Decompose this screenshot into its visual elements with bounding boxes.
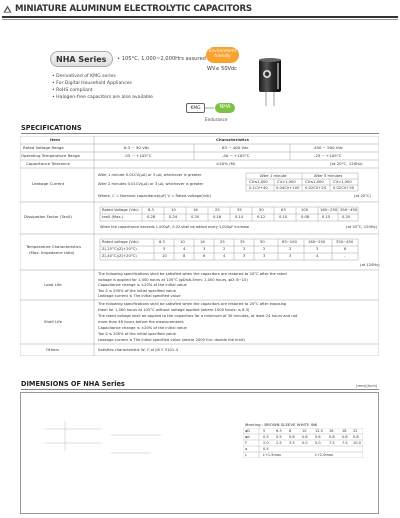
leakage-label: Leakage Current	[32, 181, 65, 186]
df-tan: 0.20	[342, 215, 351, 219]
op-temp-label: Operating Temperature Range	[21, 153, 80, 158]
tc-r2: 10	[162, 254, 167, 258]
page-title: MINIATURE ALUMINUM ELECTROLYTIC CAPACITORS	[15, 4, 252, 14]
dim-cell: α	[245, 447, 248, 452]
df-volt: 25	[215, 208, 220, 212]
tc-r2: -	[344, 254, 346, 258]
leakage-c2: CV>1,000	[277, 180, 296, 184]
dim-cell: L+1.5max	[263, 453, 282, 458]
df-tan: 0.20	[191, 215, 200, 219]
dim-cell: 0.6	[289, 435, 295, 440]
specifications-heading-rule	[21, 133, 379, 134]
tc-r2: 8	[183, 254, 186, 258]
series-banner	[50, 51, 113, 67]
dimensions-heading: DIMENSIONS OF NHA Series	[21, 380, 125, 388]
dim-cell: 7.5	[342, 441, 348, 446]
others-label: Others	[46, 347, 60, 352]
shelf-life-line-3: The rated voltage shall be applied to the capacitors for a minimum of 30 minutes, at least 24 hours and not	[98, 314, 298, 318]
environment-badge: Environment friendly	[206, 47, 239, 63]
dim-cell: 0.5	[276, 435, 282, 440]
dim-cell: 18	[342, 429, 347, 434]
leakage-r3: 0.02CV+25	[305, 186, 327, 190]
leakage-h2: After 5 minutes	[314, 174, 343, 178]
dim-cell: 0.5	[263, 447, 269, 452]
dim-cell: L	[245, 453, 247, 458]
dim-cell: 6.3	[276, 429, 282, 434]
flow-arrow-icon	[205, 107, 214, 109]
cap-tol-label: Capacitance Tolerance	[26, 161, 70, 166]
dim-cell: 2.0	[263, 441, 269, 446]
load-life-line-5: Leakage current ≤ The initial specified value	[98, 294, 181, 298]
shelf-life-line-1: The following specifications shall be satisfied when the capacitors are restored to 20°C after exposing	[98, 302, 287, 306]
df-volt: 63	[281, 208, 286, 212]
tc-r2: 4	[316, 254, 319, 258]
leakage-line-3: Where, C = Nominal capacitance(μF) V = Rated voltage(Vdc)	[98, 194, 211, 198]
tc-volt: 35	[240, 240, 245, 244]
tc-r2: 4	[223, 254, 226, 258]
series-bullet-1: • Derivatived of KMG series	[52, 74, 116, 79]
temp-row2-label: Z(-40°C)/Z(+20°C)	[102, 254, 137, 258]
rated-voltage-note: WV≤ 50Vdc	[207, 66, 237, 72]
tc-r2: 3	[289, 254, 292, 258]
tc-r1: 2	[289, 247, 292, 251]
dim-cell: 2.5	[276, 441, 282, 446]
dim-cell: 5	[263, 429, 266, 434]
dim-cell: 8	[289, 429, 292, 434]
tc-r1: 6	[344, 247, 347, 251]
tc-volt: 350~450	[336, 240, 354, 244]
col-item-header: Item	[50, 137, 61, 142]
tc-r2: 6	[203, 254, 206, 258]
leakage-r4: 0.02CV+50	[333, 186, 355, 190]
tc-r1: 2	[243, 247, 246, 251]
tc-r1: 3	[316, 247, 319, 251]
tc-r1: 4	[183, 247, 186, 251]
df-volt: 350~450	[340, 208, 358, 212]
rated-voltage-v2: 63 ~ 400 Vdc	[222, 145, 249, 150]
tc-volt: 16	[200, 240, 205, 244]
dim-cell: 0.8	[342, 435, 348, 440]
leakage-r2: 0.04CV+100	[276, 186, 300, 190]
specifications-heading: SPECIFICATIONS	[21, 124, 82, 132]
temp-row1-label: Z(-25°C)/Z(+20°C)	[102, 247, 137, 251]
rated-voltage-label: Rated Voltage Range	[23, 145, 64, 150]
flow-to-badge: NHA	[215, 103, 235, 113]
dimensions-heading-rule	[21, 389, 379, 390]
op-temp-v1: -55 ~ +105°C	[124, 153, 152, 158]
shelf-life-line-5: Capacitance change ≤ ±20% of the initial value	[98, 326, 187, 330]
dim-cell: 10.0	[353, 441, 361, 446]
dim-table	[243, 428, 363, 458]
dim-cell: 5.0	[315, 441, 321, 446]
tc-volt: 63~100	[282, 240, 297, 244]
capacitor-image	[256, 57, 286, 107]
col-char-header: Characteristics	[216, 137, 249, 142]
dim-cell: 0.8	[353, 435, 359, 440]
leakage-c1: CV≤1,000	[249, 180, 268, 184]
dissipation-footer: When the capacitance exceeds 1,000μF, 0.02 shall be added every 1,000μF increase	[100, 225, 250, 229]
load-life-line-1: The following specifications shall be satisfied when the capacitors are restored to 20°C after the rated	[98, 272, 287, 276]
rated-voltage-v1: 6.3 ~ 50 Vdc	[124, 145, 150, 150]
dimension-drawing	[41, 413, 181, 473]
dissipation-label: Dissipation Factor (Tanδ)	[24, 214, 72, 219]
dim-cell: 10	[302, 429, 307, 434]
flow-from-box: KMG	[186, 103, 205, 113]
df-volt: 6.3	[148, 208, 154, 212]
dimensions-box	[20, 392, 379, 514]
load-life-line-4: Tan δ ≤ 200% of the initial specified value	[98, 288, 176, 293]
dim-cell: 12.5	[315, 429, 323, 434]
df-volt: 100	[301, 208, 309, 212]
tc-volt: 50	[260, 240, 265, 244]
df-tan: 0.24	[169, 215, 178, 219]
cap-tol-value: ±20% (M)	[216, 161, 236, 166]
rated-voltage-v3: 450 ~ 500 Vdc	[314, 145, 344, 150]
tc-volt: 6.3	[159, 240, 165, 244]
dim-cell: 7.5	[329, 441, 335, 446]
load-life-line-2: voltage is applied for 1,000 hours at 105°C (φD≤6.3mm: 1,000 hours, φD: 8~10)	[98, 277, 248, 282]
df-tan: 0.15	[322, 215, 331, 219]
dim-cell: F	[245, 441, 248, 446]
df-volt: 50	[259, 208, 264, 212]
dim-cell: 16	[329, 429, 334, 434]
shelf-life-line-7: Leakage current ≤ The initial specified value (where 2000 hrs: double the limit)	[98, 338, 245, 342]
leakage-h1: After 1 minute	[260, 174, 287, 178]
load-life-line-3: Capacitance change ≤ ±20% of the initial value	[98, 283, 187, 287]
leakage-note: (at 20°C)	[354, 194, 371, 198]
temp-label-1: Temperature Characteristics	[26, 244, 81, 249]
df-volt: 10	[171, 208, 176, 212]
temp-label-2: (Max. Impedance ratio)	[29, 250, 75, 255]
tc-volt: 25	[220, 240, 225, 244]
df-volt: 160~250	[320, 208, 338, 212]
leakage-c3: CV≤1,000	[305, 180, 324, 184]
series-bullet-3: • RoHS compliant	[52, 88, 93, 93]
series-bullet-4: • Halogen-free capacitors are also available	[52, 95, 153, 100]
shelf-life-line-2: them for 1,000 hours at 105°C without voltage applied (where 1000 hours: ≤ 6.3)	[98, 308, 250, 312]
op-temp-v2: -40 ~ +105°C	[222, 153, 250, 158]
dissipation-note: (at 20°C, 120Hz)	[346, 225, 377, 229]
page-header	[0, 0, 400, 20]
df-tan: 0.12	[257, 215, 266, 219]
df-tan: 0.16	[213, 215, 222, 219]
leakage-line-2: After 2 minutes 0.01CV(μA) or 3 μA, whichever is greater	[98, 182, 204, 186]
tc-r2: 3	[263, 254, 266, 258]
df-tan: 0.14	[235, 215, 244, 219]
tc-r2: 3	[243, 254, 246, 258]
series-subtitle: • 105°C, 1,000~2,000Hrs assured	[117, 56, 206, 62]
tc-r1: 2	[263, 247, 266, 251]
dim-table-title: Marking : BROWN SLEEVE WHITE INK	[245, 422, 318, 427]
dim-cell: 0.5	[263, 435, 269, 440]
dimensions-unit: (mm)(Inch)	[356, 383, 378, 388]
shelf-life-line-4: more than 48 hours before the measurements	[98, 320, 184, 324]
dim-cell: 0.6	[315, 435, 321, 440]
dim-cell: φd	[245, 435, 250, 440]
dim-cell: 22	[353, 429, 358, 434]
dim-cell: L+2.0max	[315, 453, 334, 458]
header-rule-thin	[2, 19, 398, 20]
dim-cell: 3.5	[289, 441, 295, 446]
tc-r1: 5	[163, 247, 166, 251]
series-bullet-2: • For Digital Household Appliances	[52, 81, 132, 86]
shelf-life-line-6: Tan δ ≤ 200% of the initial specified value	[98, 332, 176, 336]
temp-note: (at 120Hz)	[360, 263, 380, 267]
tc-volt: 160~250	[308, 240, 326, 244]
df-volt: 35	[237, 208, 242, 212]
dim-cell: 0.6	[302, 435, 308, 440]
dim-cell: 0.8	[329, 435, 335, 440]
series-name: NHA Series	[56, 55, 107, 64]
flow-label: Endurance	[205, 117, 228, 122]
df-volt: 16	[193, 208, 198, 212]
shelf-life-label: Shelf Life	[44, 319, 63, 324]
tc-r1: 2	[223, 247, 226, 251]
dim-cell: φD	[245, 429, 251, 434]
brand-logo-icon	[3, 5, 12, 14]
df-tan: 0.08	[301, 215, 310, 219]
op-temp-v3: -25 ~ +105°C	[314, 153, 342, 158]
others-value: Satisfies characteristic W, C of JIS C 5101-4	[98, 348, 178, 352]
temp-row0-label: Rated voltage (Vdc)	[102, 240, 139, 244]
tc-volt: 10	[180, 240, 185, 244]
cap-tol-note: (at 20°C, 120Hz)	[330, 161, 363, 166]
specifications-table	[20, 136, 379, 356]
dissipation-row1-label: Rated Voltage (Vdc)	[102, 208, 139, 212]
leakage-c4: CV>1,000	[333, 180, 352, 184]
leakage-line-1: After 1 minute 0.01CV(μA) or 3 μA, whichever is greater	[98, 173, 202, 177]
leakage-r1: 0.1CV+40	[249, 186, 268, 190]
dissipation-row2-label: tanδ (Max.)	[102, 215, 124, 219]
tc-r1: 3	[203, 247, 206, 251]
df-tan: 0.28	[147, 215, 156, 219]
dim-cell: 5.0	[302, 441, 308, 446]
load-life-label: Load Life	[44, 282, 62, 287]
df-tan: 0.10	[279, 215, 288, 219]
